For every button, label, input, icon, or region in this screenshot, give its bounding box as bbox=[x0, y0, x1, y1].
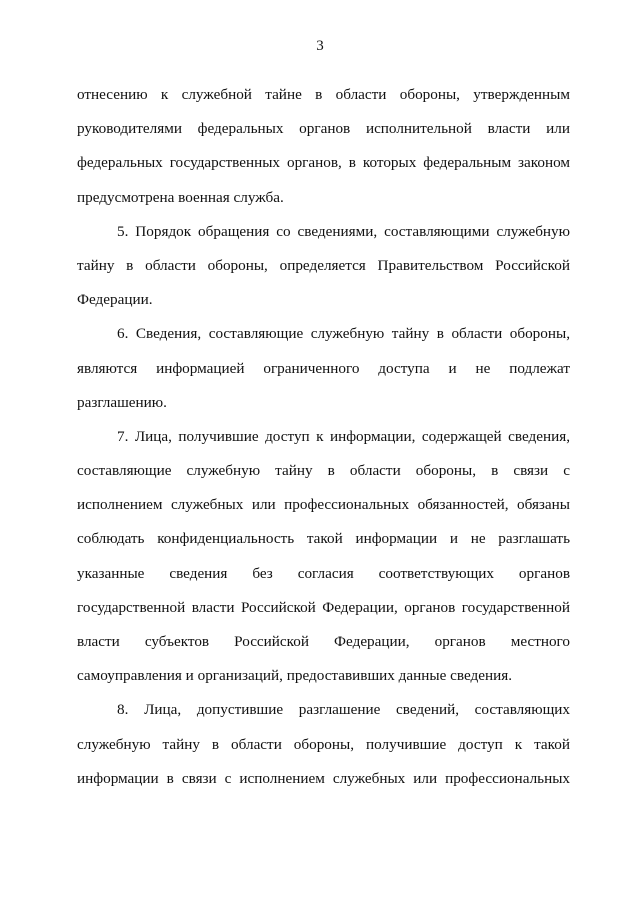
paragraph bbox=[77, 420, 570, 694]
text-line: 8. Лица, допустившие разглашение сведений, составляющих bbox=[117, 701, 570, 719]
document-body bbox=[77, 78, 570, 796]
text-line: государственной власти Российской Федерации, органов государственной bbox=[77, 598, 570, 616]
text-line: исполнением служебных или профессиональных обязанностей, обязаны bbox=[77, 496, 570, 514]
paragraph bbox=[77, 215, 570, 318]
text-line: соблюдать конфиденциальность такой информации и не разглашать bbox=[77, 530, 570, 548]
text-line: руководителями федеральных органов исполнительной власти или bbox=[77, 120, 570, 138]
text-line: информации в связи с исполнением служебных или профессиональных bbox=[77, 769, 570, 787]
text-line: являются информацией ограниченного доступа и не подлежат bbox=[77, 359, 570, 377]
paragraph bbox=[77, 78, 570, 215]
text-line: служебную тайну в области обороны, получившие доступ к такой bbox=[77, 735, 570, 753]
paragraph bbox=[77, 693, 570, 796]
text-line: самоуправления и организаций, предоставивших данные сведения. bbox=[77, 667, 513, 685]
text-line: разглашению. bbox=[77, 393, 167, 411]
text-line: отнесению к служебной тайне в области обороны, утвержденным bbox=[77, 86, 570, 103]
text-line: 5. Порядок обращения со сведениями, составляющими служебную bbox=[117, 222, 570, 240]
page-number: 3 bbox=[316, 38, 324, 54]
paragraph bbox=[77, 317, 570, 420]
text-line: федеральных государственных органов, в которых федеральным законом bbox=[77, 154, 570, 172]
text-line: тайну в области обороны, определяется Правительством Российской bbox=[77, 256, 570, 274]
text-line: предусмотрена военная служба. bbox=[77, 188, 284, 206]
text-line: Федерации. bbox=[77, 291, 153, 309]
text-line: 7. Лица, получившие доступ к информации, содержащей сведения, bbox=[117, 427, 570, 445]
text-line: 6. Сведения, составляющие служебную тайну в области обороны, bbox=[117, 325, 570, 343]
text-line: власти субъектов Российской Федерации, органов местного bbox=[77, 633, 570, 650]
text-line: составляющие служебную тайну в области обороны, в связи с bbox=[77, 462, 570, 480]
text-line: указанные сведения без согласия соответствующих органов bbox=[77, 564, 570, 582]
